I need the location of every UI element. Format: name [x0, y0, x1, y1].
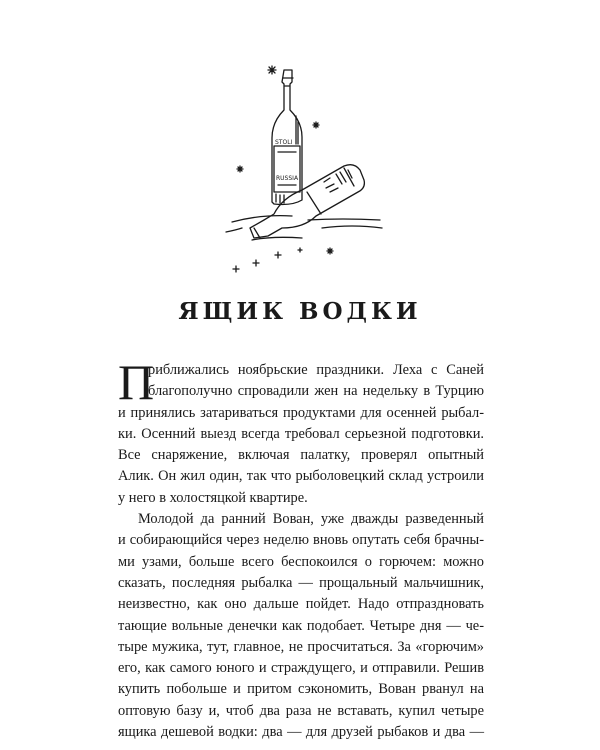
- text-line: ки. Осенний выезд всегда требовал серьезной подготовки.: [118, 425, 484, 442]
- text-line: его, как самого юного и страждущего, и отправили. Решив: [118, 660, 484, 677]
- text-line: неизвестно, как оно дальше пойдет. Надо отпраздновать: [118, 596, 484, 613]
- bottles-drawing: [212, 52, 402, 282]
- bottle-label-bottom: RUSSIA: [276, 175, 299, 182]
- chapter-title: ЯЩИК ВОДКИ: [178, 298, 422, 325]
- text-line: ми узами, больше всего беспокоился о горючем: можно: [118, 553, 484, 570]
- text-line: риближались ноябрьские праздники. Леха с Саней: [148, 362, 484, 378]
- bottle-label-top: STOLI: [275, 139, 293, 146]
- paragraph-1: [118, 354, 484, 509]
- paragraph-2: [118, 509, 484, 743]
- text-line: Алик. Он жил один, так что рыболовецкий склад устроили: [118, 468, 484, 485]
- chapter-body: [118, 354, 484, 743]
- text-line: благополучно спровадили жен на недельку в Турцию: [148, 383, 484, 400]
- text-line: у него в холостяцкой квартире.: [118, 489, 308, 506]
- text-line: купить побольше и притом сэкономить, Вован рванул на: [118, 681, 484, 698]
- drop-cap: П: [118, 354, 155, 410]
- text-line: и принялись затариваться продуктами для осенней рыбал-: [118, 404, 484, 421]
- text-line: сказать, последняя рыбалка — прощальный мальчишник,: [118, 574, 484, 591]
- text-line: тыре мужика, тут, главное, не просчитаться. За «горючим»: [118, 638, 484, 655]
- text-line: Молодой да ранний Вован, уже дважды разведенный: [138, 511, 484, 528]
- text-line: оптовую базу и, чтоб два раза не вставать, купил четыре: [118, 702, 484, 719]
- text-line: Все снаряжение, включая палатку, проверял опытный: [118, 447, 484, 464]
- vodka-bottles-illustration: [212, 52, 402, 282]
- text-line: ящика дешевой водки: два — для друзей рыбаков и два —: [118, 724, 484, 741]
- text-line: тающие вольные денечки как подобает. Четыре дня — че-: [118, 617, 484, 634]
- text-line: и собирающийся через неделю вновь опутать себя брачны-: [118, 532, 484, 549]
